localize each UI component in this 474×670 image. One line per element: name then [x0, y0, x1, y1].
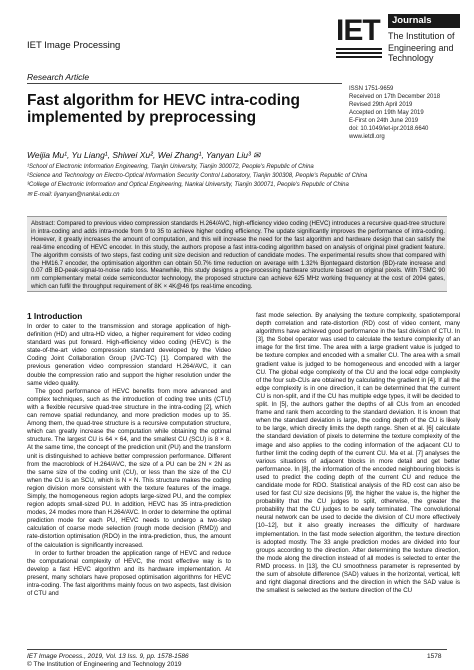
meta-revised: Revised 29th April 2019 — [349, 102, 413, 108]
intro-paragraph: fast mode selection. By analysing the texture complexity, spatiotemporal depth correlation and rate-distortion (RD) cost of video content, many algorithms have achieved good performance in the fast division of CTU. In [3], the Sobel operator was used to calculate the texture complexity of an image for the first time. The area with a large gradient value is judged to be texture complex and encoded with a smaller CU. The area with a small gradient value is judged to be homogeneous and encoded with a larger CU. The global edge complexity of the CU and the local edge complexity of the four sub-CUs are obtained by calculating the gradient in [4]. If all the edge complexity is in one direction, it can be determined that the current CU is non-split, and if the CU has multiple edge types, it will be decided to split. In [5], the authors gather the depths of all CUs from an encoded frame and rank them according to the standard deviation. It is known that when the standard deviation is large, the coding depth of the CU is likely to be large, which directly limits the depth range. Shen et al. [6] calculate the standard deviation of pixels to determine the texture complexity of the image and also applies to the coding information of the adjacent CU to further limit the coding depth of the current CU. Ma et al. [7] analyses the various situations of adjacent blocks in more detail and get better performance. In [8], the information of the encoded neighbouring blocks is used to predict the coding depth of the current CU and reduce the candidate mode for RDO. Statistical analysis of the RD cost can also be used for fast CU size decisions [9], the higher the value is, the higher the probability that the CU judges to split, otherwise, the greater the probability that the CU judges to be early terminated. The convolutional neural network can be used to decide the division of CU more effectively [10–12], but it also greatly increases the difficulty of hardware implementation. In the fast mode selection algorithm, the texture direction is adopted mostly. The 33 angle prediction modes are divided into four groups according to the direction. After determining the texture direction, the mode along the direction instead of all modes is selected to enter the RMD process. In [13], the CU smoothness parameter is represented by the sum of absolute difference (SAD) values in the horizontal, vertical, left and right diagonal directions and the direction in which the SAD value is the smallest is selected as the texture direction of the CU — [256, 312, 460, 595]
intro-paragraph: In order to further broaden the application range of HEVC and reduce the computational complexity of HEVC, the most effective way is to develop a fast HEVC algorithm and its hardware implementation. At present, many scholars have proposed optimisation algorithms for HEVC intra-coding. The fast algorithms mainly focus on two aspects, fast division of CTU and — [27, 549, 231, 598]
abstract-box — [27, 216, 447, 292]
right-column — [256, 312, 460, 595]
iet-logo — [336, 12, 460, 66]
author-list: Weijia Mu¹, Yu Liang¹, Shiwei Xu², Wei Zhang¹, Yanyan Liu³ ✉ — [27, 150, 261, 160]
affiliation-3: ³College of Electronic Information and Optical Engineering, Nankai University, Tianjin 300071, People's Republic of China — [27, 182, 349, 188]
intro-paragraph: The good performance of HEVC benefits from more advanced and complex techniques, such as the introduction of coding tree units (CTU) with a flexible recursive quad-tree structure in the intra-coding [2], which can remove spatial redundancy, and more prediction modes up to 35. Among them, the quad-tree structure is a recursive computation structure, which can greatly increase the computation while obtaining the optimal structure. The largest CU is 64 × 64, and the smallest CU (SCU) is 8 × 8. At the same time, the concept of the prediction unit (PU) and the transform unit is distinguished to achieve better compression performance. Different from the macroblock of H.264/AVC, the size of a PU can be 2N × 2N as the same size of the coding unit (CU), or less than the size of the CU when the CU is an SCU, which is N × N. This structure makes the coding region division more consistent with the texture features of the image. Simply, the homogeneous region adopts large-sized PU, and the complex region adopts small-sized PU. In addition, HEVC has 35 intra-prediction modes, 24 modes more than H.264/AVC. In order to determine the optimal prediction mode for each PU, HEVC needs to undergo a two-step calculation of coarse mode selection (rough mode decision (RMD)) and rate-distortion optimisation (RDO) in the intra-prediction, thus, the amount of the calculation is significantly increased. — [27, 387, 231, 549]
logo-iet-text: IET — [336, 14, 380, 47]
logo-institution-line1: The Institution of — [388, 31, 455, 41]
affiliation-2: ²Science and Technology on Electro-Optical Information Security Control Laboratory, Tianjin 300308, People's Republic of China — [27, 173, 368, 179]
footer-citation: IET Image Process., 2019, Vol. 13 Iss. 9, pp. 1578-1586 — [27, 653, 189, 660]
meta-efirst: E-First on 24th June 2019 — [349, 118, 419, 124]
meta-received: Received on 17th December 2018 — [349, 94, 441, 100]
meta-accepted: Accepted on 19th May 2019 — [349, 110, 424, 116]
journal-name: IET Image Processing — [27, 40, 121, 51]
left-column — [27, 323, 231, 598]
footer-rule — [27, 649, 447, 650]
article-type: Research Article — [27, 72, 90, 82]
affiliation-1: ¹School of Electronic Information Engineering, Tianjin University, Tianjin 300072, People's Republic of China — [27, 164, 314, 170]
page-number: 1578 — [427, 653, 442, 660]
abstract-text: Abstract: Compared to previous video compression standards H.264/AVC, high-efficiency video coding (HEVC) introduces a recursive quad-tree structure in intra-coding and adds intra-mode from 9 to 35 to achieve higher coding efficiency. The update significantly improves the performance of intra-coding. However, it greatly increases the amount of computation, and this will increase the need for the fast algorithm and hardware design that can satisfy the real-time encoding of HEVC encoder. In this study, the authors propose a fast intra-coding algorithm based on analysis of original pixel gradient feature. The algorithm consists of two steps, fast coding unit size decision and reduction of candidate modes. The experimental results show that compared with the HM16.7 encoder, the optimisation algorithm can obtain 50.7% time reduction on average with 1.32% Bjontegaard distortion (BD)-rate increase and 0.07 dB BD-peak-signal-to-noise ratio loss. Meanwhile, this study designs a pre-processing hardware structure based on original pixels. With TSMC 90 nm complementary metal oxide semiconductor technology, the proposed structure can achieve 625 MHz working frequency at the cost of 2094 gates, which can fulfil the throughput requirement of 8K × 4K@46 fps real-time encoding. — [31, 220, 445, 291]
logo-bars-icon — [336, 48, 382, 62]
meta-website[interactable]: www.ietdl.org — [349, 134, 385, 140]
paper-title: Fast algorithm for HEVC intra-coding implemented by preprocessing — [27, 92, 300, 126]
article-metadata — [349, 85, 440, 141]
meta-doi[interactable]: doi: 10.1049/iet-ipr.2018.6640 — [349, 126, 429, 132]
logo-journals-label: Journals — [388, 14, 460, 28]
logo-institution-line2: Engineering and Technology — [388, 43, 454, 63]
meta-issn: ISSN 1751-9659 — [349, 86, 394, 92]
intro-paragraph: In order to cater to the transmission and storage application of high-definition (HD) and ultra-HD video, a higher requirement for video coding standard was put forward. High-efficiency video coding (HEVC) is the state-of-the-art video compression standard developed by the Video Coding Joint Collaboration Group (JVC-TC) [1]. Compared with the previous generation video compression standard H.264/AVC, it can double the compression ratio and support the higher resolution under the same video quality. — [27, 323, 231, 387]
corresponding-email[interactable]: ✉ E-mail: liyanyan@nankai.edu.cn — [27, 192, 120, 198]
footer-copyright: © The Institution of Engineering and Technology 2019 — [27, 661, 182, 668]
header-rule — [27, 83, 342, 84]
section-heading-introduction: 1 Introduction — [27, 311, 83, 321]
